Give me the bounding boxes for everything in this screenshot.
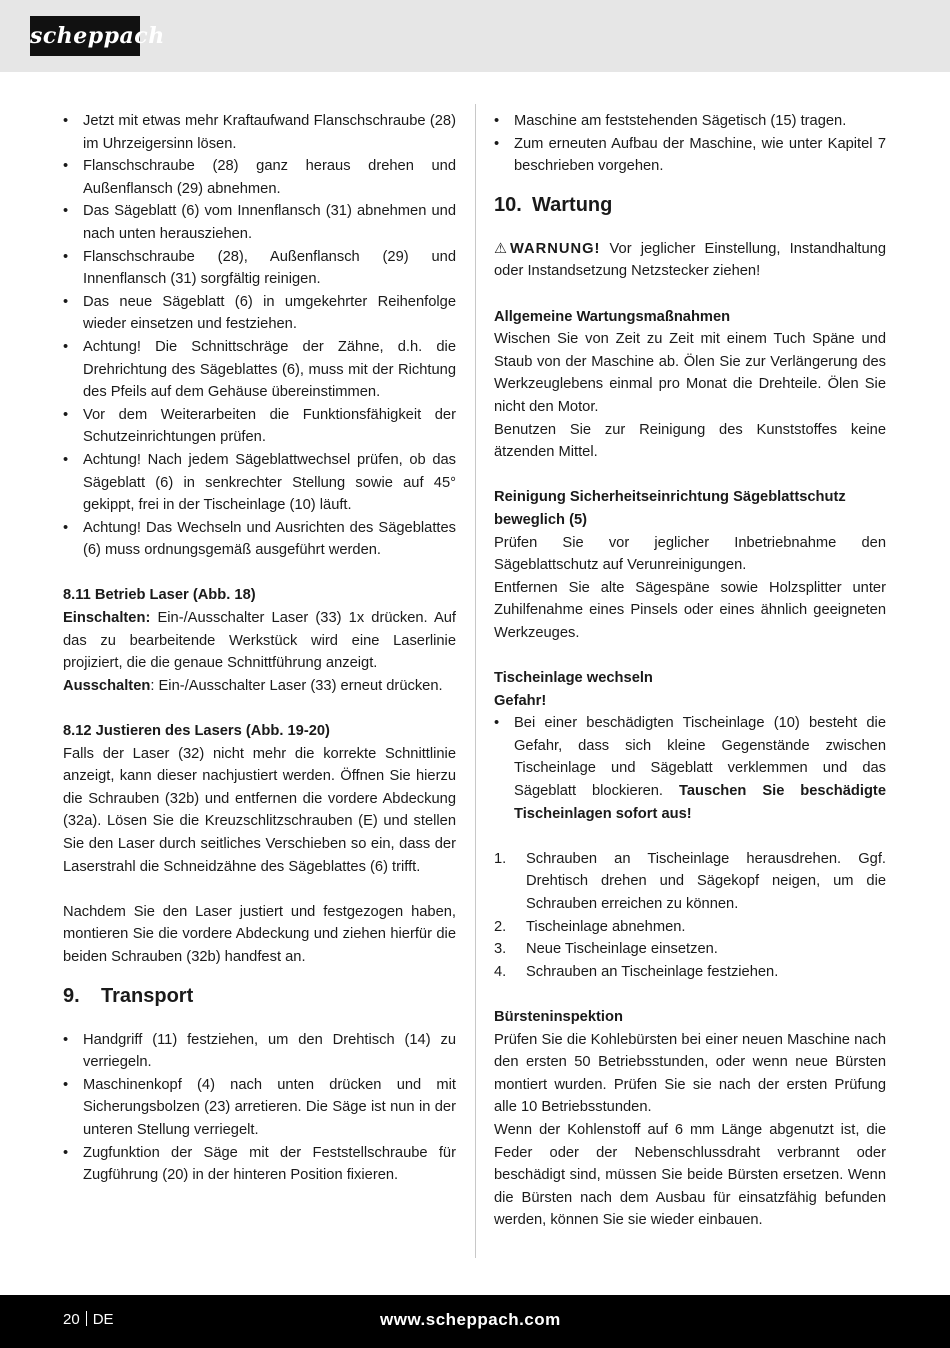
website-url: www.scheppach.com [380, 1310, 561, 1329]
page-number-value: 20 [63, 1311, 80, 1328]
footer-separator [86, 1311, 87, 1326]
laser-on-text: Ein-/Ausschalter Laser (33) 1x drücken. Auf das zu bearbeitende Werkstück wird eine Laserlinie projiziert, die die genaue Schnittführung anzeigt. [63, 610, 456, 672]
numbered-step [494, 848, 886, 916]
chapter-number: 9. [63, 984, 80, 1007]
paragraph: Prüfen Sie vor jeglicher Inbetriebnahme den Sägeblattschutz auf Verunreinigungen. [494, 534, 886, 574]
danger-emphasis: Tauschen Sie beschädigte Tischeinlagen sofort aus! [514, 783, 886, 822]
left-column [63, 110, 456, 1187]
list-item: • Achtung! Nach jedem Sägeblattwechsel prüfen, ob das Sägeblatt (6) in senkrechter Stellung sowie auf 45° gekippt, frei in der Tischeinlage (10) läuft. [63, 449, 456, 517]
right-column [494, 110, 886, 1232]
laser-on-paragraph [63, 607, 456, 675]
list-item: • Handgriff (11) festziehen, um den Drehtisch (14) zu verriegeln. [63, 1029, 456, 1074]
paragraph: Entfernen Sie alte Sägespäne sowie Holzsplitter unter Zuhilfenahme eines Pinsels oder eines ähnlich geeigneten Werkzeuges. [494, 579, 886, 641]
subheading-table-insert: Tischeinlage wechseln [494, 670, 653, 687]
step-number: 4. [494, 963, 507, 980]
numbered-step [494, 916, 886, 939]
language-code: DE [92, 1311, 114, 1328]
list-item: • Das neue Sägeblatt (6) in umgekehrter Reihenfolge wieder einsetzen und festziehen. [63, 291, 456, 336]
paragraph: Wischen Sie von Zeit zu Zeit mit einem Tuch Späne und Staub von der Maschine ab. Ölen Sie zur Verlängerung des Werkzeuglebens einmal pro Monat die Drehteile. Ölen Sie nicht den Motor. [494, 331, 886, 415]
warning-triangle-icon: ⚠ [494, 240, 508, 257]
laser-on-label: Einschalten: [63, 610, 151, 627]
page-number [63, 1295, 114, 1344]
danger-label: Gefahr! [494, 692, 547, 709]
list-item: • Flanschschraube (28), Außenflansch (29) und Innenflansch (31) sorgfältig reinigen. [63, 246, 456, 291]
list-item: • Jetzt mit etwas mehr Kraftaufwand Flanschschraube (28) im Uhrzeigersinn lösen. [63, 110, 456, 155]
list-item: • Achtung! Das Wechseln und Ausrichten des Sägeblattes (6) muss ordnungsgemäß ausgeführt werden. [63, 517, 456, 562]
section-heading-laser: 8.11 Betrieb Laser (Abb. 18) [63, 587, 256, 604]
step-text: Neue Tischeinlage einsetzen. [526, 941, 718, 958]
step-text: Tischeinlage abnehmen. [526, 918, 686, 935]
list-item: • Achtung! Die Schnittschräge der Zähne, d.h. die Drehrichtung des Sägeblattes (6), muss mit der Richtung des Pfeils auf dem Gehäuse übereinstimmen. [63, 336, 456, 404]
section-heading-laser-adjust: 8.12 Justieren des Lasers (Abb. 19-20) [63, 723, 330, 740]
page-header [0, 0, 950, 72]
chapter-title: Transport [101, 984, 194, 1007]
scheppach-logo: scheppach [30, 16, 140, 56]
danger-text: Bei einer beschädigten Tischeinlage (10) besteht die Gefahr, dass sich kleine Gegenstände zwischen Tischeinlage und Sägeblatt verklemmen und das Sägeblatt blockieren. [514, 715, 886, 800]
paragraph: Nachdem Sie den Laser justiert und festgezogen haben, montieren Sie die vordere Abdeckung und ziehen hierfür die beiden Schrauben (32b) handfest an. [63, 903, 456, 965]
numbered-step [494, 961, 886, 984]
numbered-step [494, 938, 886, 961]
subheading-brush-inspection: Bürsteninspektion [494, 1008, 623, 1025]
list-item: • Zum erneuten Aufbau der Maschine, wie unter Kapitel 7 beschrieben vorgehen. [494, 133, 886, 178]
list-item: • Zugfunktion der Säge mit der Feststellschraube für Zugführung (20) in der hinteren Position fixieren. [63, 1142, 456, 1187]
step-text: Schrauben an Tischeinlage festziehen. [526, 963, 779, 980]
chapter-heading-transport [63, 983, 456, 1009]
subheading-maintenance: Allgemeine Wartungsmaßnahmen [494, 308, 731, 325]
list-item [494, 712, 886, 825]
column-divider [475, 104, 476, 1258]
step-text: Schrauben an Tischeinlage herausdrehen. Ggf. Drehtisch drehen und Sägekopf neigen, um die Schrauben erreichen zu können. [526, 850, 886, 912]
laser-off-label: Ausschalten [63, 677, 151, 694]
paragraph: Falls der Laser (32) nicht mehr die korrekte Schnittlinie anzeigt, kann dieser nachjustiert werden. Öffnen Sie hierzu die Schrauben (32b) und entfernen die vordere Abdeckung (32a). Lösen Sie die Kreuzschlitzschrauben (E) und stellen Sie den Laser durch seitliches Verschieben so ein, dass der Laserstrahl die Schneidzähne des Sägeblattes (6) trifft. [63, 745, 456, 875]
paragraph: Wenn der Kohlenstoff auf 6 mm Länge abgenutzt ist, die Feder oder der Nebenschlussdraht verbrannt oder beschädigt sind, müssen Sie beide Bürsten ersetzen. Wenn die Bürsten nach dem Ausbau für einsatzfähig befunden werden, können Sie sie wieder einbauen. [494, 1121, 886, 1229]
chapter-heading-wartung [494, 192, 886, 218]
step-number: 1. [494, 850, 507, 867]
laser-off-paragraph [63, 675, 456, 698]
step-number: 2. [494, 918, 507, 935]
warning-label: WARNUNG! [510, 240, 601, 257]
paragraph: Prüfen Sie die Kohlebürsten bei einer neuen Maschine nach den ersten 50 Betriebsstunden, oder wenn neue Bürsten montiert wurden. Prüfen Sie sie nach der ersten Prüfung alle 10 Betriebsstunden. [494, 1031, 886, 1116]
page-footer [0, 1295, 950, 1348]
chapter-title: Wartung [532, 193, 613, 216]
warning-text: Vor jeglicher Einstellung, Instandhaltung oder Instandsetzung Netzstecker ziehen! [494, 240, 886, 280]
list-item: • Maschinenkopf (4) nach unten drücken und mit Sicherungsbolzen (23) arretieren. Die Säge ist nun in der unteren Stellung verriegelt. [63, 1074, 456, 1142]
paragraph: Benutzen Sie zur Reinigung des Kunststoffes keine ätzenden Mittel. [494, 421, 886, 461]
list-item: • Flanschschraube (28) ganz heraus drehen und Außenflansch (29) abnehmen. [63, 155, 456, 200]
subheading-cleaning: Reinigung Sicherheitseinrichtung Sägeblattschutz beweglich (5) [494, 489, 846, 528]
laser-off-text: : Ein-/Ausschalter Laser (33) erneut drücken. [150, 677, 443, 694]
warning-paragraph [494, 238, 886, 283]
list-item: • Vor dem Weiterarbeiten die Funktionsfähigkeit der Schutzeinrichtungen prüfen. [63, 404, 456, 449]
step-number: 3. [494, 941, 507, 958]
list-item: • Maschine am feststehenden Sägetisch (15) tragen. [494, 110, 886, 133]
list-item: • Das Sägeblatt (6) vom Innenflansch (31) abnehmen und nach unten herausziehen. [63, 200, 456, 245]
chapter-number: 10. [494, 193, 522, 216]
